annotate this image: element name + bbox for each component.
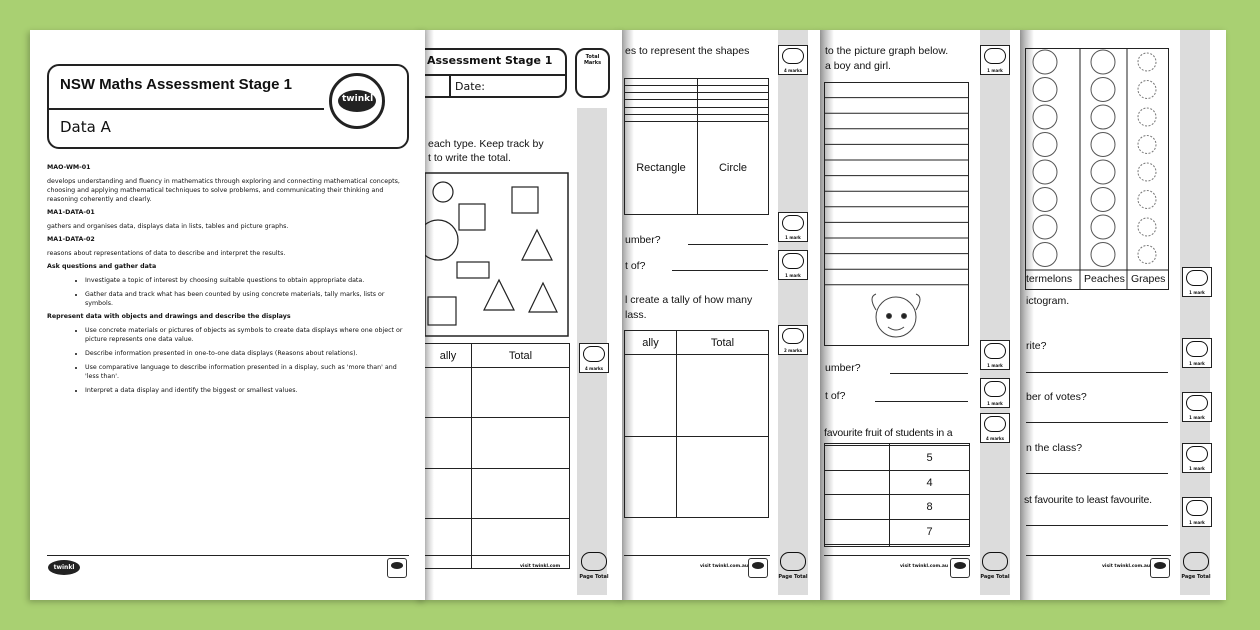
question-text: t of? [825,390,846,402]
grapes-icon [1138,136,1156,154]
title-box [47,64,409,149]
square-shape [459,204,485,230]
total-marks-box[interactable]: Total Marks [575,48,610,98]
peach-icon [1091,188,1115,212]
page-subtitle: Data A [60,118,111,136]
worksheet-page-4 [820,30,1020,600]
grapes-icon [1138,53,1156,71]
answer-line[interactable] [1026,473,1168,474]
fruit-label-watermelons: termelons [1026,273,1073,285]
outcome-text: reasons about representations of data to describe and interpret the results. [47,250,286,257]
footer-line [424,555,570,556]
tally-table [624,330,769,518]
bullet-item: • Describe information presented in one-to-one data displays (Reasons about relations). [85,349,412,358]
table-cell: 8 [890,495,970,520]
tally-table [424,343,570,569]
assessment-title: Assessment Stage 1 [427,54,553,67]
twinkl-logo: twinkl [329,73,385,129]
fruit-label-peaches: Peaches [1084,273,1125,285]
column-header: Total [472,344,570,368]
mark-box[interactable]: 1 mark [1182,267,1212,297]
page-total-box[interactable]: Page Total [1181,552,1211,582]
pictogram [1025,48,1169,290]
mark-box[interactable]: 4 marks [980,413,1010,443]
mark-box[interactable]: 1 mark [778,250,808,280]
mark-box[interactable]: 1 mark [980,45,1010,75]
mark-box[interactable]: 1 mark [1182,392,1212,422]
mark-box[interactable]: 1 mark [1182,338,1212,368]
question-text: ber of votes? [1026,391,1087,403]
answer-line[interactable] [1026,422,1168,423]
question-text: ictogram. [1026,295,1070,307]
watermelon-icon [1033,133,1057,157]
curriculum-outcomes [47,164,412,400]
mark-box[interactable]: 1 mark [980,378,1010,408]
peach-icon [1091,160,1115,184]
column-header: Total [677,331,769,355]
page-title: NSW Maths Assessment Stage 1 [60,76,293,93]
bullet-item: • Use comparative language to describe information presented in a display, such as 'more than' and 'less than'. [85,363,412,381]
answer-line[interactable] [672,270,768,271]
mark-box[interactable]: 1 mark [980,340,1010,370]
outcome-code: MA1-DATA-01 [47,209,95,216]
column-header: ally [625,331,677,355]
page-total-box[interactable]: Page Total [778,552,808,582]
peach-icon [1091,78,1115,102]
rectangle-shape [457,262,489,278]
outcome-code: MAO-WM-01 [47,164,91,171]
grapes-icon [1138,163,1156,181]
footer-line [824,555,970,556]
twinkl-badge-icon [1150,558,1170,578]
shapes-table [624,78,769,215]
question-text: umber? [625,234,661,246]
girl-face-icon [872,294,920,337]
watermelon-icon [1033,160,1057,184]
grapes-icon [1138,218,1156,236]
table-cell: 4 [890,470,970,495]
question-text: lass. [625,309,647,321]
footer-url[interactable]: visit twinkl.com.au [900,564,949,569]
mark-box[interactable]: 1 mark [1182,443,1212,473]
question-text: t to write the total. [428,152,511,164]
column-label-circle: Circle [698,121,769,214]
watermelon-icon [1033,78,1057,102]
peach-icon [1091,133,1115,157]
mark-box[interactable]: 1 mark [1182,497,1212,527]
peach-icon [1091,215,1115,239]
footer-url[interactable]: visit twinkl.com.au [700,564,749,569]
square-shape [428,297,456,325]
twinkl-footer-logo: twinkl [48,560,80,575]
question-text: umber? [825,362,861,374]
footer-line [47,555,409,556]
outcome-code: MA1-DATA-02 [47,236,95,243]
fruit-table [824,443,970,547]
section-heading: Ask questions and gather data [47,263,157,270]
peach-icon [1091,243,1115,267]
grapes-icon [1138,108,1156,126]
watermelon-icon [1033,243,1057,267]
answer-line[interactable] [1026,372,1168,373]
twinkl-badge-icon [950,558,970,578]
mark-box[interactable]: 1 mark [778,212,808,242]
question-text: each type. Keep track by [428,138,544,150]
bullet-item: • Investigate a topic of interest by choosing suitable questions to obtain appropriate data. [85,276,412,285]
name-date-box [420,48,567,98]
date-label[interactable]: Date: [455,80,485,93]
triangle-shape [529,283,557,312]
question-text: t of? [625,260,646,272]
square-shape [512,187,538,213]
outcome-text: develops understanding and fluency in mathematics through exploring and connecting mathematical concepts, choosing and applying mathematical techniques to solve problems, and communicating their thinking and reasoning coherently and clearly. [47,178,400,203]
watermelon-icon [1033,188,1057,212]
fruit-label-grapes: Grapes [1131,273,1166,285]
bullet-item: • Interpret a data display and identify the biggest or smallest values. [85,386,412,395]
page-total-box[interactable]: Page Total [980,552,1010,582]
worksheet-page-2 [420,30,622,600]
mark-box[interactable]: 2 marks [778,325,808,355]
answer-line[interactable] [1026,525,1168,526]
worksheet-page-5 [1020,30,1226,600]
grapes-icon [1138,81,1156,99]
twinkl-badge-icon [748,558,768,578]
question-text: favourite fruit of students in a [824,427,953,439]
triangle-shape [484,280,514,310]
bullet-item: • Use concrete materials or pictures of objects as symbols to create data displays where one object or picture represents one data value. [85,326,412,344]
peach-icon [1091,50,1115,74]
grapes-icon [1138,246,1156,264]
circle-shape [424,220,458,260]
twinkl-badge-icon [387,558,407,578]
triangle-shape [522,230,552,260]
section-heading: Represent data with objects and drawings and describe the displays [47,313,291,320]
watermelon-icon [1033,50,1057,74]
question-text: to the picture graph below. [825,45,949,57]
worksheet-page-3 [620,30,820,600]
question-text: st favourite to least favourite. [1024,494,1152,506]
watermelon-icon [1033,215,1057,239]
picture-graph [824,82,970,347]
peach-icon [1091,105,1115,129]
footer-line [1026,555,1171,556]
mark-box[interactable]: 4 marks [579,343,609,373]
column-header: ally [425,344,472,368]
bullet-item: • Gather data and track what has been counted by using concrete materials, tally marks, lists or symbols. [85,290,412,308]
question-text: l create a tally of how many [625,294,753,306]
worksheet-cover-page [30,30,425,600]
grapes-icon [1138,191,1156,209]
question-text: rite? [1026,340,1047,352]
answer-line[interactable] [688,244,768,245]
answer-line[interactable] [875,401,968,402]
watermelon-icon [1033,105,1057,129]
question-text: n the class? [1026,442,1083,454]
shapes-box [424,172,570,338]
marks-column [778,30,808,595]
table-cell: 7 [890,520,970,545]
answer-line[interactable] [890,373,968,374]
question-text: a boy and girl. [825,60,891,72]
outcome-text: gathers and organises data, displays data in lists, tables and picture graphs. [47,223,289,230]
footer-url[interactable]: visit twinkl.com [520,564,561,569]
footer-line [624,555,770,556]
page-total-box[interactable]: Page Total [579,552,609,582]
question-text: es to represent the shapes [625,45,750,57]
column-label-rectangle: Rectangle [625,121,698,214]
mark-box[interactable]: 4 marks [778,45,808,75]
marks-column [980,30,1010,595]
footer-url[interactable]: visit twinkl.com.au [1102,564,1151,569]
circle-shape [433,182,453,202]
table-cell: 5 [890,445,970,470]
